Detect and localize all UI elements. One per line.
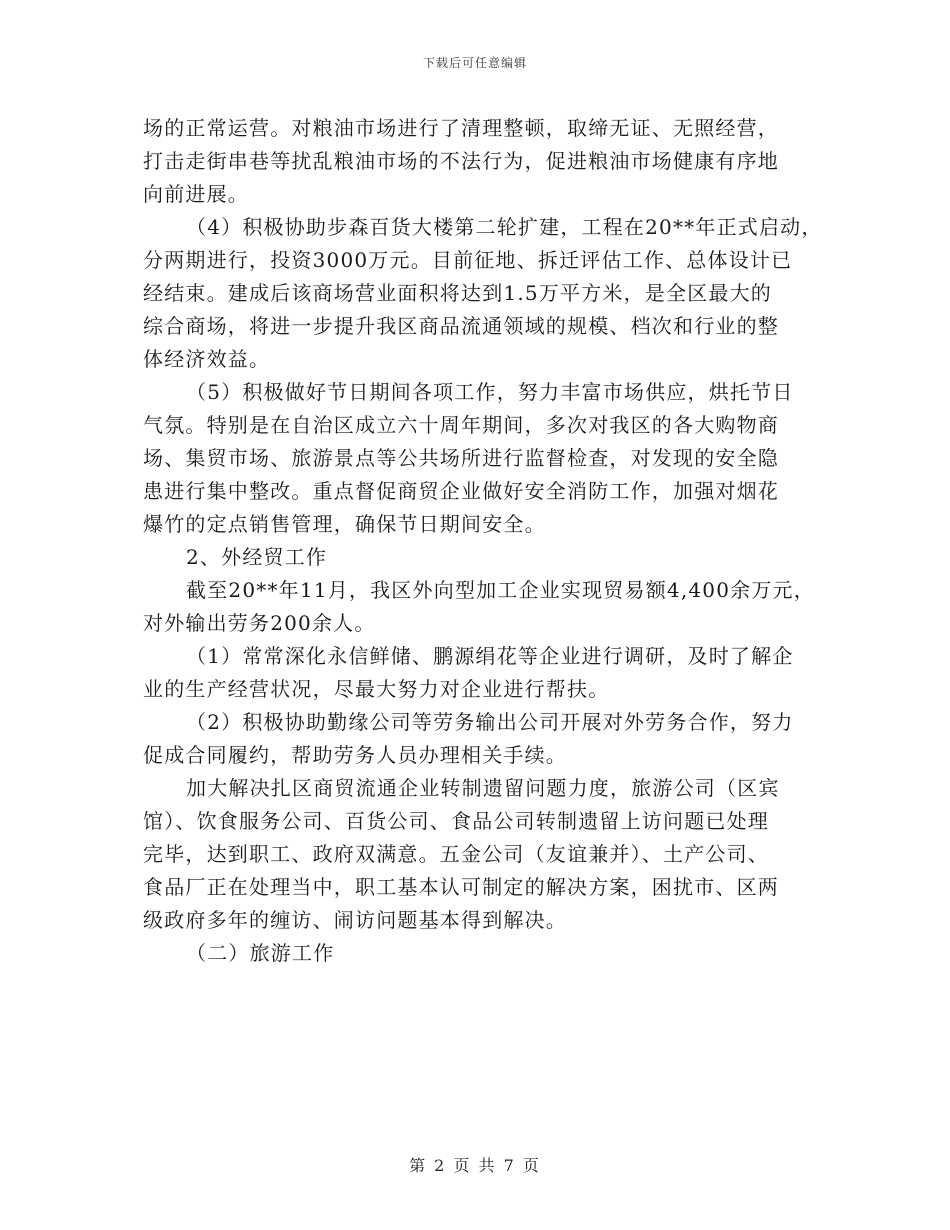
text-line: 食品厂正在处理当中，职工基本认可制定的解决方案，困扰市、区两: [143, 875, 779, 899]
text-line: 馆）、饮食服务公司、百货公司、食品公司转制遗留上访问题已处理: [143, 809, 769, 833]
text-line: （1）常常深化永信鲜储、鹏源绢花等企业进行调研，及时了解企: [186, 644, 794, 668]
text-line: 体经济效益。: [143, 347, 271, 371]
text-line: 场、集贸市场、旅游景点等公共场所进行监督检查，对发现的安全隐: [143, 446, 779, 470]
text-line: （2）积极协助勤缘公司等劳务输出公司开展对外劳务合作，努力: [186, 710, 794, 734]
text-line: 综合商场，将进一步提升我区商品流通领域的规模、档次和行业的整: [143, 314, 779, 338]
text-line: （5）积极做好节日期间各项工作，努力丰富市场供应，烘托节日: [186, 380, 794, 404]
text-line: 经结束。建成后该商场营业面积将达到1.5万平方米，是全区最大的: [143, 281, 773, 305]
text-line: 向前进展。: [143, 182, 249, 206]
text-line: 对外输出劳务200余人。: [143, 611, 376, 635]
text-line: 促成合同履约，帮助劳务人员办理相关手续。: [143, 743, 567, 767]
text-line: 场的正常运营。对粮油市场进行了清理整顿，取缔无证、无照经营，: [143, 116, 779, 140]
text-line: 截至20**年11月，我区外向型加工企业实现贸易额4,400余万元，: [186, 578, 815, 602]
document-body: [143, 112, 833, 970]
text-line: 患进行集中整改。重点督促商贸企业做好安全消防工作，加强对烟花: [143, 479, 779, 503]
text-line: 爆竹的定点销售管理，确保节日期间安全。: [143, 512, 546, 536]
page-header: 下载后可任意编辑: [422, 56, 527, 70]
text-line: 完毕，达到职工、政府双满意。五金公司（友谊兼并）、土产公司、: [143, 842, 769, 866]
text-line: 加大解决扎区商贸流通企业转制遗留问题力度，旅游公司（区宾: [186, 776, 780, 800]
text-line: 2、外经贸工作: [186, 545, 328, 569]
text-line: 级政府多年的缠访、闹访问题基本得到解决。: [143, 908, 567, 932]
text-line: 分两期进行，投资3000万元。目前征地、拆迁评估工作、总体设计已: [143, 248, 793, 272]
text-line: 业的生产经营状况，尽最大努力对企业进行帮扶。: [143, 677, 610, 701]
text-line: （4）积极协助步森百货大楼第二轮扩建，工程在20**年正式启动，: [186, 215, 823, 239]
text-line: （二）旅游工作: [186, 941, 335, 965]
text-line: 气氛。特别是在自治区成立六十周年期间，多次对我区的各大购物商: [143, 413, 779, 437]
text-line: 打击走街串巷等扰乱粮油市场的不法行为，促进粮油市场健康有序地: [143, 149, 779, 173]
page-footer: 第 2 页 共 7 页: [409, 1156, 541, 1175]
